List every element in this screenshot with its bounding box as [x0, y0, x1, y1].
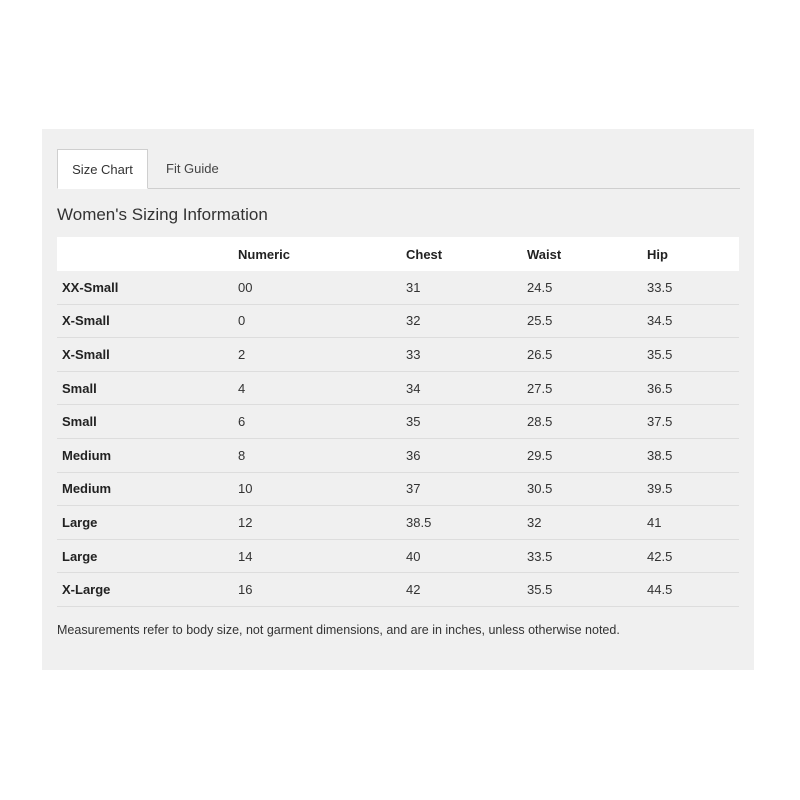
size-cell: Small — [62, 380, 97, 396]
size-cell: X-Small — [62, 313, 110, 329]
chest-cell: 32 — [406, 313, 421, 329]
chest-cell: 33 — [406, 346, 421, 362]
header-cell-chest: Chest — [406, 246, 443, 262]
size-table — [57, 237, 739, 607]
table-header-row — [57, 237, 739, 271]
table-row — [57, 372, 739, 406]
hip-cell: 37.5 — [647, 414, 673, 430]
chest-cell: 31 — [406, 279, 421, 295]
table-row — [57, 506, 739, 540]
numeric-cell: 8 — [238, 447, 246, 463]
tab-size-chart[interactable]: Size Chart — [57, 149, 148, 189]
numeric-cell: 16 — [238, 582, 253, 598]
waist-cell: 27.5 — [527, 380, 553, 396]
waist-cell: 30.5 — [527, 481, 553, 497]
table-row — [57, 271, 739, 305]
waist-cell: 26.5 — [527, 346, 553, 362]
numeric-cell: 6 — [238, 414, 246, 430]
numeric-cell: 10 — [238, 481, 253, 497]
chest-cell: 34 — [406, 380, 421, 396]
size-cell: Medium — [62, 447, 112, 463]
size-chart-panel — [42, 129, 754, 670]
size-cell: Large — [62, 548, 98, 564]
hip-cell: 44.5 — [647, 582, 673, 598]
numeric-cell: 0 — [238, 313, 246, 329]
size-cell: X-Small — [62, 346, 110, 362]
table-row — [57, 338, 739, 372]
table-row — [57, 540, 739, 574]
table-row — [57, 439, 739, 473]
size-cell: Medium — [62, 481, 112, 497]
header-cell-hip: Hip — [647, 246, 668, 262]
size-cell: Small — [62, 414, 97, 430]
chest-cell: 36 — [406, 447, 421, 463]
waist-cell: 28.5 — [527, 414, 553, 430]
chest-cell: 37 — [406, 481, 421, 497]
measurement-note: Measurements refer to body size, not garment dimensions, and are in inches, unless otherwise noted. — [57, 623, 620, 637]
chest-cell: 35 — [406, 414, 421, 430]
size-cell: Large — [62, 514, 98, 530]
size-cell: X-Large — [62, 582, 111, 598]
table-row — [57, 573, 739, 607]
tab-fit-guide[interactable]: Fit Guide — [166, 161, 219, 176]
hip-cell: 41 — [647, 514, 662, 530]
header-cell-waist: Waist — [527, 246, 562, 262]
table-row — [57, 473, 739, 507]
hip-cell: 42.5 — [647, 548, 673, 564]
page-title: Women's Sizing Information — [57, 205, 268, 224]
header-cell-numeric: Numeric — [238, 246, 291, 262]
size-cell: XX-Small — [62, 279, 119, 295]
numeric-cell: 2 — [238, 346, 246, 362]
numeric-cell: 4 — [238, 380, 246, 396]
numeric-cell: 00 — [238, 279, 253, 295]
hip-cell: 38.5 — [647, 447, 673, 463]
numeric-cell: 14 — [238, 548, 253, 564]
waist-cell: 25.5 — [527, 313, 553, 329]
chest-cell: 38.5 — [406, 514, 432, 530]
hip-cell: 39.5 — [647, 481, 673, 497]
hip-cell: 33.5 — [647, 279, 673, 295]
chest-cell: 40 — [406, 548, 421, 564]
table-row — [57, 405, 739, 439]
tab-bar — [57, 149, 740, 189]
waist-cell: 35.5 — [527, 582, 553, 598]
hip-cell: 34.5 — [647, 313, 673, 329]
hip-cell: 35.5 — [647, 346, 673, 362]
chest-cell: 42 — [406, 582, 421, 598]
waist-cell: 33.5 — [527, 548, 553, 564]
hip-cell: 36.5 — [647, 380, 673, 396]
waist-cell: 29.5 — [527, 447, 553, 463]
table-row — [57, 305, 739, 339]
numeric-cell: 12 — [238, 514, 253, 530]
waist-cell: 24.5 — [527, 279, 553, 295]
waist-cell: 32 — [527, 514, 542, 530]
